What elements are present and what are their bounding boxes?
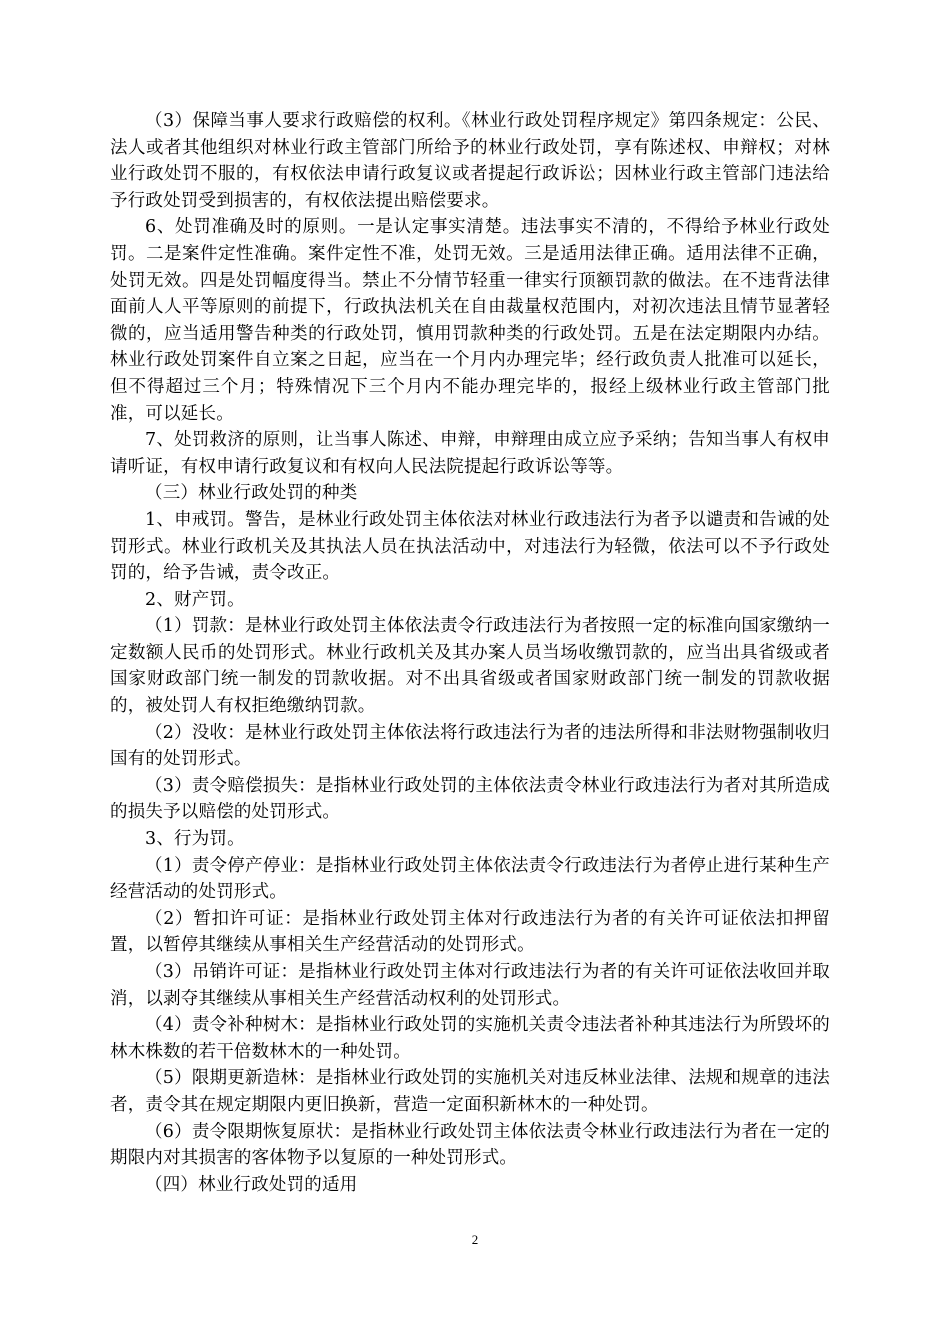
- section-heading-penalty-application: （四）林业行政处罚的适用: [145, 1174, 358, 1195]
- paragraph-compensation-right: （3）保障当事人要求行政赔偿的权利。《林业行政处罚程序规定》第四条规定：公民、法人或者其他组织对林业行政主管部门所给予的林业行政处罚，享有陈述权、申辩权；对林业行政处罚不服的，有权依法申请行政复议或者提起行政诉讼；因林业行政主管部门违法给予行政处罚受到损害的，有权依法提出赔偿要求。: [110, 111, 830, 211]
- paragraph-reprimand: 1、申戒罚。警告，是林业行政处罚主体依法对林业行政违法行为者予以谴责和告诫的处罚形式。林业行政机关及其执法人员在执法活动中，对违法行为轻微，依法可以不予行政处罚的，给予告诫，责令改正。: [110, 509, 830, 584]
- section-heading-penalty-types: （三）林业行政处罚的种类: [145, 483, 358, 504]
- body-text: [110, 108, 830, 1198]
- page-number: 2: [471, 1232, 479, 1247]
- paragraph-replant-trees: （4）责令补种树木：是指林业行政处罚的实施机关责令违法者补种其违法行为所毁坏的林木株数的若干倍数林木的一种处罚。: [110, 1015, 830, 1062]
- subheading-conduct-penalty: 3、行为罚。: [145, 829, 245, 850]
- paragraph-restore-original: （6）责令限期恢复原状：是指林业行政处罚主体依法责令林业行政违法行为者在一定的期限内对其损害的客体物予以复原的一种处罚形式。: [110, 1121, 830, 1169]
- paragraph-compensation-order: （3）责令赔偿损失：是指林业行政处罚的主体依法责令林业行政违法行为者对其所造成的损失予以赔偿的处罚形式。: [110, 775, 830, 823]
- paragraph-principle-7: 7、处罚救济的原则，让当事人陈述、申辩，申辩理由成立应予采纳；告知当事人有权申请听证，有权申请行政复议和有权向人民法院提起行政诉讼等等。: [110, 430, 830, 477]
- paragraph-withhold-license: （2）暂扣许可证：是指林业行政处罚主体对行政违法行为者的有关许可证依法扣押留置，以暂停其继续从事相关生产经营活动的处罚形式。: [110, 908, 830, 956]
- paragraph-suspend-production: （1）责令停产停业：是指林业行政处罚主体依法责令行政违法行为者停止进行某种生产经营活动的处罚形式。: [110, 855, 830, 903]
- paragraph-revoke-license: （3）吊销许可证：是指林业行政处罚主体对行政违法行为者的有关许可证依法收回并取消，以剥夺其继续从事相关生产经营活动权利的处罚形式。: [110, 962, 830, 1009]
- paragraph-reforestation: （5）限期更新造林：是指林业行政处罚的实施机关对违反林业法律、法规和规章的违法者，责令其在规定期限内更旧换新，营造一定面积新林木的一种处罚。: [110, 1068, 830, 1115]
- subheading-property-penalty: 2、财产罚。: [145, 589, 245, 610]
- paragraph-confiscation: （2）没收：是林业行政处罚主体依法将行政违法行为者的违法所得和非法财物强制收归国有的处罚形式。: [110, 722, 830, 770]
- paragraph-principle-6: 6、处罚准确及时的原则。一是认定事实清楚。违法事实不清的，不得给予林业行政处罚。二是案件定性准确。案件定性不准，处罚无效。三是适用法律正确。适用法律不正确，处罚无效。四是处罚幅度得当。禁止不分情节轻重一律实行顶额罚款的做法。在不违背法律面前人人平等原则的前提下，行政执法机关在自由裁量权范围内，对初次违法且情节显著轻微的，应当适用警告种类的行政处罚，慎用罚款种类的行政处罚。五是在法定期限内办结。林业行政处罚案件自立案之日起，应当在一个月内办理完毕；经行政负责人批准可以延长，但不得超过三个月；特殊情况下三个月内不能办理完毕的，报经上级林业行政主管部门批准，可以延长。: [110, 217, 830, 424]
- paragraph-fine: （1）罚款：是林业行政处罚主体依法责令行政违法行为者按照一定的标准向国家缴纳一定数额人民币的处罚形式。林业行政机关及其办案人员当场收缴罚款的，应当出具省级或者国家财政部门统一制发的罚款收据。对不出具省级或者国家财政部门统一制发的罚款收据的，被处罚人有权拒绝缴纳罚款。: [110, 616, 830, 717]
